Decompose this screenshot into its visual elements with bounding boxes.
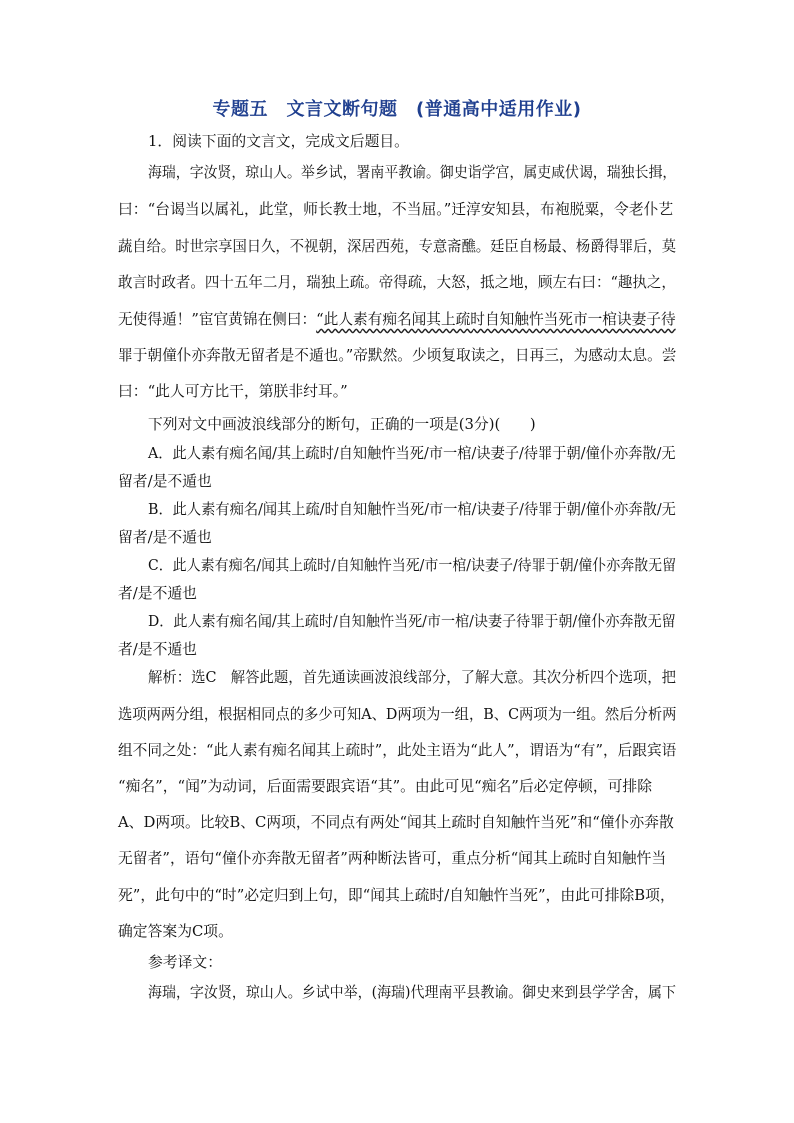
analysis-line: 解析：选C 解答此题，首先通读画波浪线部分，了解大意。其次分析四个选项，把 — [148, 669, 677, 686]
option-b: B．此人素有痴名/闻其上疏/时自知触忤当死/市一棺/诀妻子/待罪于朝/僮仆亦奔散/无 — [148, 501, 676, 518]
passage-line: 海瑞，字汝贤，琼山人。举乡试，署南平教谕。御史诣学宫，属吏咸伏谒，瑞独长揖， — [148, 164, 677, 181]
analysis-line: 组不同之处：“此人素有痴名闻其上疏时”，此处主语为“此人”，谓语为“有”，后跟宾语 — [118, 742, 677, 759]
passage-line: 罪于朝僮仆亦奔散无留者是不遁也。”帝默然。少顷复取读之，日再三，为感动太息。尝 — [118, 347, 677, 364]
passage-line — [118, 310, 676, 330]
option-d: D．此人素有痴名闻/其上疏时/自知触忤当死/市一棺/诀妻子待罪于朝/僮仆亦奔散无留 — [148, 613, 676, 630]
page-title: 专题五 文言文断句题 (普通高中适用作业) — [212, 99, 582, 120]
question-stem: 下列对文中画波浪线部分的断句，正确的一项是(3分)( ) — [148, 416, 536, 433]
passage-line: 敢言时政者。四十五年二月，瑞独上疏。帝得疏，大怒，抵之地，顾左右曰：“趣执之， — [118, 274, 676, 291]
translation-line: 海瑞，字汝贤，琼山人。乡试中举，(海瑞)代理南平县教谕。御史来到县学学舍，属下 — [148, 984, 677, 1001]
analysis-line: 选项两两分组，根据相同点的多少可知A、D两项为一组，B、C两项为一组。然后分析两 — [118, 706, 677, 723]
analysis-line: 确定答案为C项。 — [118, 923, 233, 940]
option-d-cont: 者/是不遁也 — [118, 641, 197, 658]
option-a-cont: 留者/是不遁也 — [118, 473, 212, 490]
passage-line: 曰：“台谒当以属礼，此堂，师长教士地，不当屈。”迁淳安知县，布袍脱粟，令老仆艺 — [118, 201, 674, 218]
option-c: C．此人素有痴名/闻其上疏时/自知触忤当死/市一棺/诀妻子/待罪于朝/僮仆亦奔散无留 — [148, 557, 677, 574]
analysis-line: “痴名”，“闻”为动词，后面需要跟宾语“其”。由此可见“痴名”后必定停顿，可排除 — [118, 778, 653, 795]
analysis-line: 无留者”，语句“僮仆亦奔散无留者”两种断法皆可，重点分析“闻其上疏时自知触忤当 — [118, 850, 667, 867]
option-c-cont: 者/是不遁也 — [118, 585, 197, 602]
passage-text: 无使得遁！”宦官黄锦在侧曰： — [118, 311, 317, 328]
analysis-line: 死”，此句中的“时”必定归到上句，即“闻其上疏时/自知触忤当死”，由此可排除B项， — [118, 887, 675, 904]
analysis-line: A、D两项。比较B、C两项，不同点有两处“闻其上疏时自知触忤当死”和“僮仆亦奔散 — [118, 814, 674, 831]
wavy-underlined-text: “此人素有痴名闻其上疏时自知触忤当死市一棺诀妻子待 — [316, 311, 676, 328]
option-b-cont: 留者/是不遁也 — [118, 529, 212, 546]
option-a: A．此人素有痴名闻/其上疏时/自知触忤当死/市一棺/诀妻子/待罪于朝/僮仆亦奔散/无 — [148, 445, 676, 462]
question-intro: 1．阅读下面的文言文，完成文后题目。 — [148, 133, 409, 150]
translation-heading: 参考译文： — [148, 954, 222, 971]
passage-line: 曰：“此人可方比干，第朕非纣耳。” — [118, 383, 348, 400]
passage-line: 蔬自给。时世宗享国日久，不视朝，深居西苑，专意斋醮。廷臣自杨最、杨爵得罪后，莫 — [118, 238, 677, 255]
